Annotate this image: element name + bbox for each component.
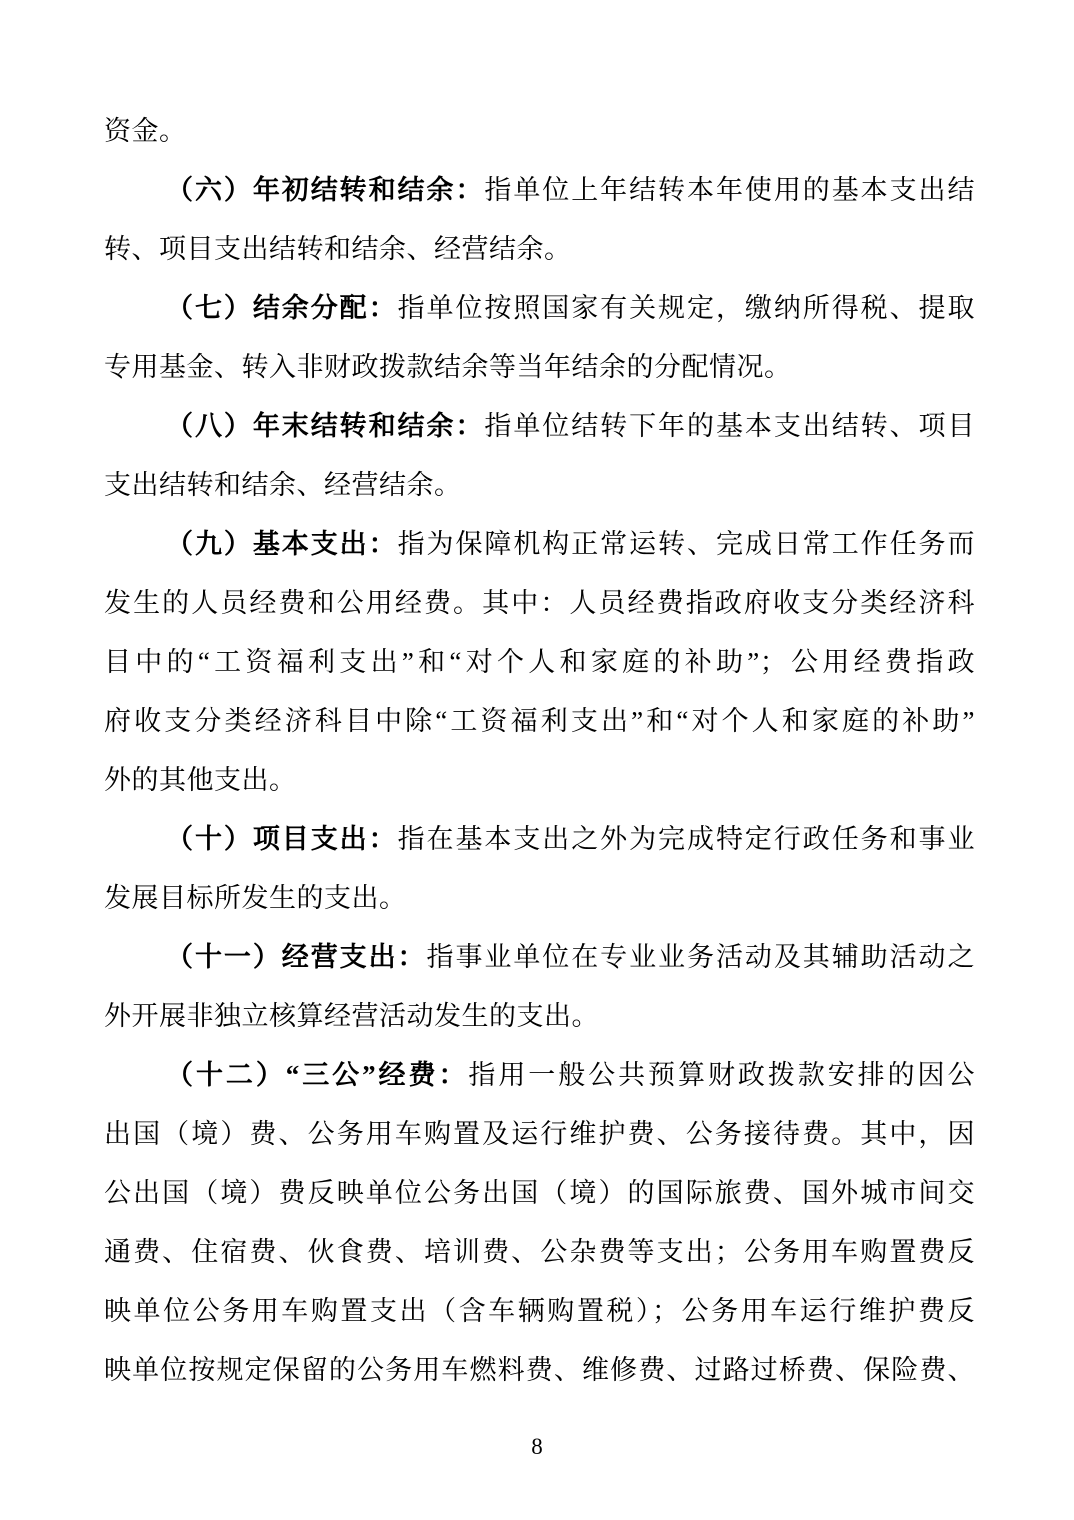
term-heading: （九）基本支出： — [166, 529, 398, 559]
body-text: 指为保障机构正常运转、完成日常工作任务而 — [397, 529, 976, 559]
body-text: 资金。 — [104, 116, 187, 146]
body-text: 指在基本支出之外为完成特定行政任务和事业 — [397, 824, 976, 854]
body-text: 公出国（境）费反映单位公务出国（境）的国际旅费、国外城市间交 — [104, 1178, 975, 1208]
text-line — [104, 1223, 975, 1282]
term-heading: （十二）“三公”经费： — [166, 1060, 469, 1090]
term-heading: （八）年末结转和结余： — [166, 411, 485, 441]
text-line — [104, 1341, 975, 1400]
term-heading: （七）结余分配： — [166, 293, 398, 323]
body-text: 通费、住宿费、伙食费、培训费、公杂费等支出；公务用车购置费反 — [104, 1237, 975, 1267]
body-text: 指用一般公共预算财政拨款安排的因公 — [468, 1060, 976, 1090]
body-text: 出国（境）费、公务用车购置及运行维护费、公务接待费。其中，因 — [104, 1119, 975, 1149]
body-text: 外的其他支出。 — [104, 765, 297, 795]
text-line — [104, 220, 975, 279]
body-text: 指事业单位在专业业务活动及其辅助活动之 — [426, 942, 975, 972]
text-line — [104, 515, 975, 574]
term-heading: （六）年初结转和结余： — [166, 175, 485, 205]
body-text: 支出结转和结余、经营结余。 — [104, 470, 462, 500]
text-line — [104, 692, 975, 751]
body-text: 发生的人员经费和公用经费。其中：人员经费指政府收支分类经济科 — [104, 588, 975, 618]
text-line — [104, 338, 975, 397]
text-line — [104, 279, 975, 338]
body-text: 府收支分类经济科目中除“工资福利支出”和“对个人和家庭的补助” — [104, 706, 975, 736]
text-line — [104, 397, 975, 456]
text-line — [104, 987, 975, 1046]
text-line — [104, 1046, 975, 1105]
body-text: 专用基金、转入非财政拨款结余等当年结余的分配情况。 — [104, 352, 792, 382]
term-heading: （十一）经营支出： — [166, 942, 427, 972]
text-line — [104, 751, 975, 810]
page-number: 8 — [531, 1434, 543, 1459]
body-text: 指单位按照国家有关规定，缴纳所得税、提取 — [397, 293, 976, 323]
body-text: 发展目标所发生的支出。 — [104, 883, 407, 913]
text-line — [104, 1164, 975, 1223]
body-text: 指单位结转下年的基本支出结转、项目 — [484, 411, 976, 441]
text-line — [104, 1105, 975, 1164]
text-line — [104, 161, 975, 220]
body-text: 外开展非独立核算经营活动发生的支出。 — [104, 1001, 599, 1031]
text-line — [104, 456, 975, 515]
text-line — [104, 928, 975, 987]
body-text: 映单位公务用车购置支出（含车辆购置税）；公务用车运行维护费反 — [104, 1296, 975, 1326]
body-text: 转、项目支出结转和结余、经营结余。 — [104, 234, 572, 264]
term-heading: （十）项目支出： — [166, 824, 398, 854]
text-line — [104, 869, 975, 928]
body-text: 指单位上年结转本年使用的基本支出结 — [484, 175, 976, 205]
text-block — [104, 102, 975, 1400]
text-line — [104, 810, 975, 869]
text-line — [104, 633, 975, 692]
text-line — [104, 1282, 975, 1341]
text-line — [104, 102, 975, 161]
text-line — [104, 574, 975, 633]
body-text: 目中的“工资福利支出”和“对个人和家庭的补助”；公用经费指政 — [104, 647, 975, 677]
body-text: 映单位按规定保留的公务用车燃料费、维修费、过路过桥费、保险费、 — [104, 1355, 975, 1385]
